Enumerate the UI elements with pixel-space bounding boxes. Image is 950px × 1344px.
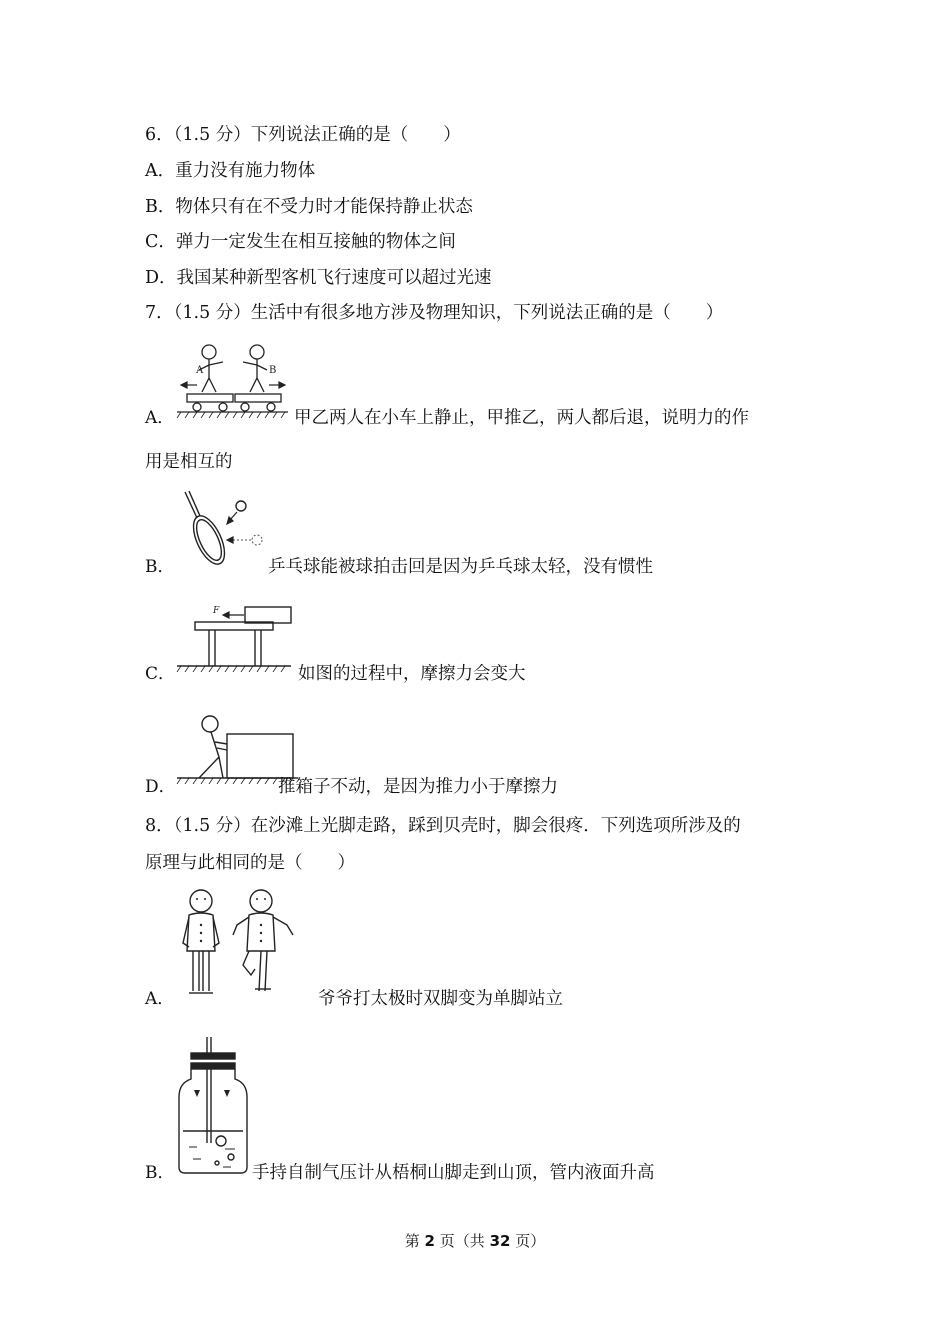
q8-stem-2: 原理与此相同的是（ ） (145, 853, 355, 873)
page-footer (0, 1230, 950, 1251)
q6-stem: 6．（1.5 分）下列说法正确的是（ ） (145, 125, 461, 145)
q7-c-fig-label-f: F (213, 606, 220, 616)
q8-b-label: B． (145, 1163, 175, 1183)
q7-b-label: B． (145, 557, 175, 577)
q8-a-figure-taichi (175, 885, 315, 1005)
q7-c-text: 如图的过程中，摩擦力会变大 (298, 664, 526, 684)
q7-a-text-1: 甲乙两人在小车上静止，甲推乙，两人都后退，说明力的作 (294, 408, 749, 428)
q7-a-text-2: 用是相互的 (145, 452, 233, 472)
q7-d-text: 推箱子不动，是因为推力小于摩擦力 (278, 777, 558, 797)
q8-stem-1: 8．（1.5 分）在沙滩上光脚走路，踩到贝壳时，脚会很疼．下列选项所涉及的 (145, 816, 741, 836)
q8-a-label: A． (145, 989, 175, 1009)
q6-option-d: D．我国某种新型客机飞行速度可以超过光速 (145, 268, 492, 288)
q7-b-figure-paddle (175, 488, 270, 573)
q7-b-text: 乒乓球能被球拍击回是因为乒乓球太轻，没有惯性 (268, 557, 653, 577)
footer-mid: 页（共 (439, 1232, 485, 1250)
footer-prefix: 第 (404, 1232, 420, 1250)
q7-stem: 7．（1.5 分）生活中有很多地方涉及物理知识，下列说法正确的是（ ） (145, 303, 724, 323)
q8-b-figure-barometer (175, 1035, 250, 1180)
q6-option-b: B．物体只有在不受力时才能保持静止状态 (145, 197, 473, 217)
q7-a-figure-carts (175, 340, 290, 422)
q7-c-figure-table (175, 602, 293, 674)
q7-c-label: C． (145, 664, 176, 684)
q6-option-c: C．弹力一定发生在相互接触的物体之间 (145, 232, 456, 252)
q7-a-fig-label-b: B (269, 365, 277, 376)
q7-a-fig-label-a: A (196, 365, 204, 376)
footer-suffix: 页） (515, 1232, 546, 1250)
footer-total-pages: 32 (489, 1232, 511, 1250)
q8-b-text: 手持自制气压计从梧桐山脚走到山顶，管内液面升高 (252, 1163, 655, 1183)
q8-a-text: 爷爷打太极时双脚变为单脚站立 (318, 989, 563, 1009)
footer-page-number: 2 (424, 1232, 435, 1250)
q7-d-label: D． (145, 777, 176, 797)
q7-a-label: A． (145, 408, 175, 428)
q6-option-a: A．重力没有施力物体 (145, 161, 316, 181)
